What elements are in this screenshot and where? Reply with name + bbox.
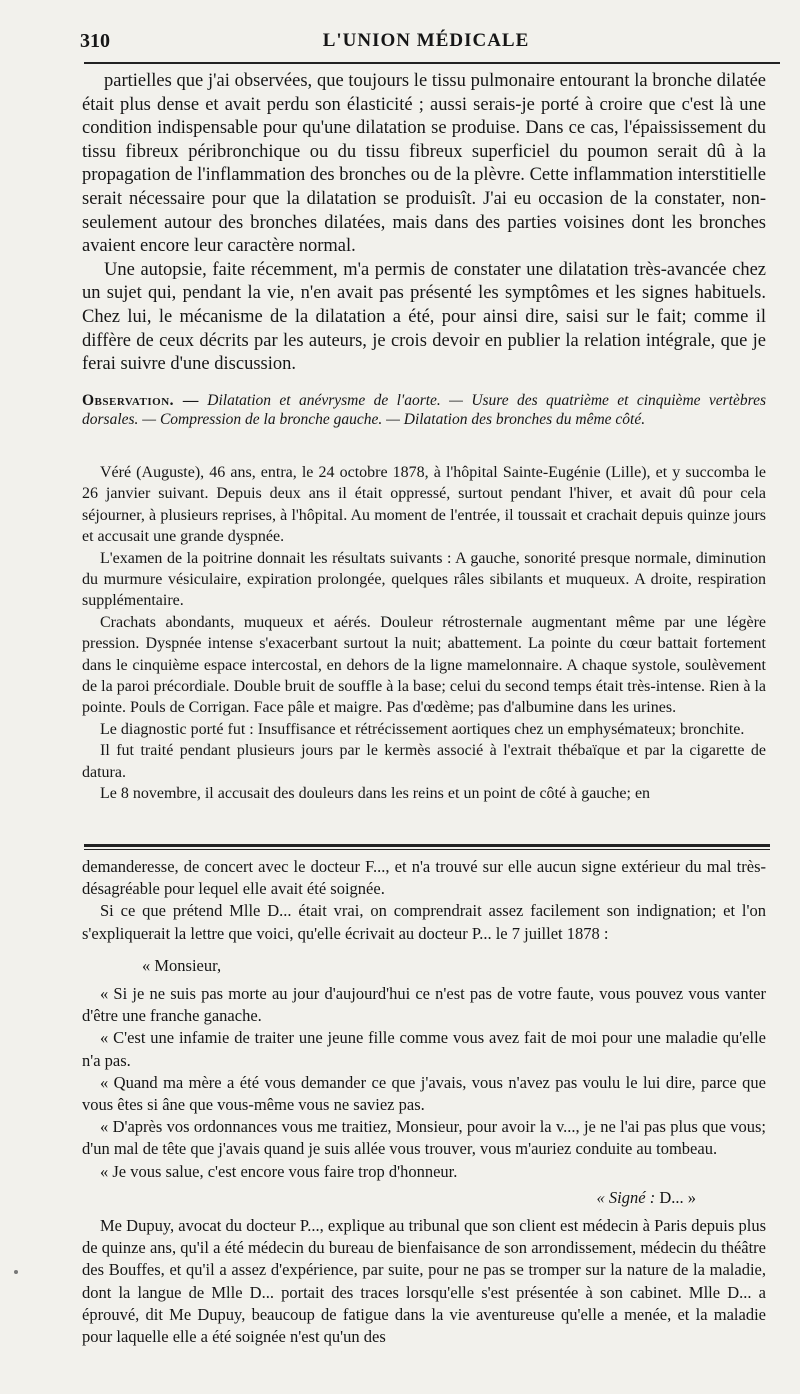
paragraph: Si ce que prétend Mlle D... était vrai, on comprendrait assez facilement son indignation; et l'on s'expliquerait la lettre que voici, qu'elle écrivait au docteur P... le 7 juillet 1878 : [82, 901, 766, 943]
letter-paragraph: « Je vous salue, c'est encore vous faire trop d'honneur. [100, 1161, 458, 1181]
section-divider-thin [84, 849, 770, 850]
page-header [80, 24, 772, 64]
letter-paragraph: « Quand ma mère a été vous demander ce que j'avais, vous n'avez pas voulu le lui dire, parce que vous êtes si âne que vous-même vous ne saviez pas. [82, 1072, 766, 1115]
paragraph: L'examen de la poitrine donnait les résultats suivants : A gauche, sonorité presque normale, diminution du murmure vésiculaire, expiration prolongée, quelques râles sibilants et muqueux. A droite, respiration supplémentaire. [82, 549, 766, 610]
running-title: L'UNION MÉDICALE [322, 30, 530, 51]
paragraph: Véré (Auguste), 46 ans, entra, le 24 octobre 1878, à l'hôpital Sainte-Eugénie (Lille), et y succomba le 26 janvier suivant. Depuis deux ans il était oppressé, surtout pendant l'hiver, et avait dû pour cela séjourner, à plusieurs reprises, à l'hôpital. Au moment de l'entrée, il toussait et crachait depuis quinze jours et accusait une grande dyspnée. [82, 464, 766, 546]
letter-salutation: « Monsieur, [142, 955, 222, 975]
article-continuation [82, 70, 766, 430]
page-number: 310 [80, 30, 110, 52]
paragraph: Le diagnostic porté fut : Insuffisance et rétrécissement aortiques chez un emphysémateux; bronchite. [100, 720, 745, 738]
section-divider [84, 844, 770, 847]
paragraph: Crachats abondants, muqueux et aérés. Douleur rétrosternale augmentant même par une légère pression. Dyspnée intense s'exacerbant surtout la nuit; abattement. La pointe du cœur battait fortement dans le cinquième espace intercostal, en dehors de la ligne mamelonnaire. A chaque systole, soulèvement de la paroi précordiale. Double bruit de souffle à la base; celui du second temps était très-intense. Rien à la pointe. Pouls de Corrigan. Face pâle et maigre. Pas d'œdème; pas d'albumine dans les urines. [82, 613, 766, 717]
observation-heading [82, 391, 766, 430]
paragraph: Me Dupuy, avocat du docteur P..., explique au tribunal que son client est médecin à Paris depuis plus de quinze ans, qu'il a été médecin du bureau de bienfaisance de son arrondissement, médecin du théâtre des Bouffes, et qu'il a assez d'expérience, par suite, pour ne pas se tromper sur la nature de la maladie, dont la langue de Mlle D... portait des traces lorsqu'elle s'est présentée à son cabinet. Mlle D... a éprouvé, dit Me Dupuy, beaucoup de fatigue dans la vie aventureuse qu'elle a menée, et la maladie pour laquelle elle a été soignée n'est qu'un des [82, 1216, 766, 1347]
feuilleton-section [82, 856, 766, 1348]
letter-paragraph: « C'est une infamie de traiter une jeune fille comme vous avez fait de moi pour une maladie qu'elle n'a pas. [82, 1028, 766, 1070]
paragraph: Il fut traité pendant plusieurs jours par le kermès associé à l'extrait thébaïque et par la cigarette de datura. [82, 742, 766, 781]
signature-lead: « Signé : [596, 1187, 656, 1207]
observation-lead: Observation. — [82, 391, 199, 409]
header-rule [84, 62, 780, 64]
letter-signature [82, 1187, 766, 1209]
observation-title: Dilatation et anévrysme de l'aorte. — Usure des quatrième et cinquième vertèbres dorsales. — Compression de la bronche gauche. — Dilatation des bronches du même côté. [82, 391, 766, 429]
signature-name: D... » [659, 1187, 696, 1207]
paragraph: Une autopsie, faite récemment, m'a permis de constater une dilatation très-avancée chez un sujet qui, pendant la vie, n'en avait pas présenté les symptômes et les signes habituels. Chez lui, le mécanisme de la dilatation a été, pour ainsi dire, saisi sur le fait; comme il diffère de ceux décrits par les auteurs, je crois devoir en publier la relation intégrale, que je ferai suivre d'une discussion. [82, 259, 766, 375]
letter-paragraph: « Si je ne suis pas morte au jour d'aujourd'hui ce n'est pas de votre faute, vous pouvez vous vanter d'être une franche ganache. [82, 984, 766, 1026]
paragraph: demanderesse, de concert avec le docteur F..., et n'a trouvé sur elle aucun signe extérieur du mal très-désagréable pour lequel elle avait été soignée. [82, 857, 766, 899]
margin-mark [14, 1270, 18, 1274]
paragraph: Le 8 novembre, il accusait des douleurs dans les reins et un point de côté à gauche; en [100, 785, 651, 803]
paragraph: partielles que j'ai observées, que toujours le tissu pulmonaire entourant la bronche dilatée était plus dense et avait perdu son élasticité ; aussi serais-je porté à croire que c'est là une condition indispensable pour qu'une dilatation se produise. Dans ce cas, l'épaississement du tissu fibreux péribronchique ou du tissu fibreux superficiel du poumon serait dû à la propagation de l'inflammation des bronches ou de la plèvre. Cette inflammation interstitielle serait nécessaire pour que la dilatation se produisît. J'ai eu occasion de la constater, non-seulement autour des bronches dilatées, mais dans des parties voisines dont les bronches avaient encore leur caractère normal. [82, 71, 766, 257]
case-report [82, 462, 766, 805]
letter-paragraph: « D'après vos ordonnances vous me traitiez, Monsieur, pour avoir la v..., je ne l'ai pas plus que vous; d'un mal de tête que j'avais quand je suis allée vous trouver, vous m'auriez conduite au tombeau. [82, 1117, 766, 1159]
